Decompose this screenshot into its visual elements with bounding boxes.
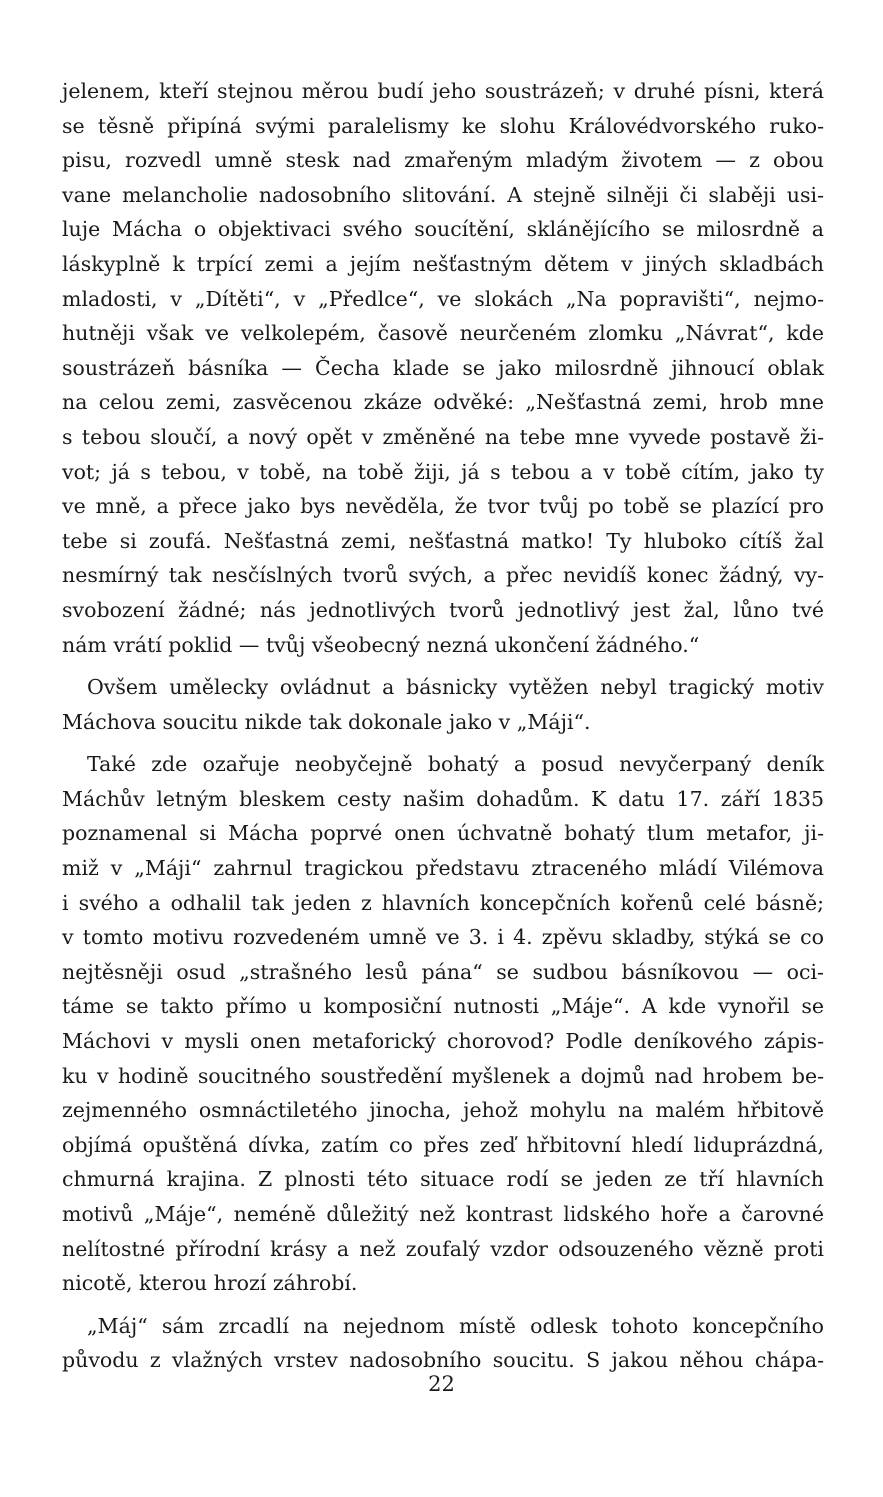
text-line: vane melancholie nadosobního slitování. A stejně silněji či slaběji usi- xyxy=(62,182,824,207)
paragraph-gap xyxy=(62,1301,824,1309)
text-line: na celou zemi, zasvěcenou zkáze odvěké: „Nešťastná zemi, hrob mne xyxy=(62,390,824,415)
text-line: jelenem, kteří stejnou měrou budí jeho soustrázeň; v druhé písni, která xyxy=(62,79,824,103)
text-line: soustrázeň básníka — Čecha klade se jako milosrdně jihnoucí oblak xyxy=(62,355,824,380)
text-line: se těsně připíná svými paralelismy ke slohu Královédvorského ruko- xyxy=(62,113,824,138)
text-line: láskyplně k trpící zemi a jejím nešťastným dětem v jiných skladbách xyxy=(62,251,824,276)
paragraph-gap xyxy=(62,662,824,670)
text-line: Máchova soucitu nikde tak dokonale jako v „Máji“. xyxy=(62,709,591,734)
text-line: nejtěsněji osud „strašného lesů pána“ se sudbou básníkovou — oci- xyxy=(62,959,824,984)
text-line: nicotě, kterou hrozí záhrobí. xyxy=(62,1271,358,1296)
text-line: svobození žádné; nás jednotlivých tvorů jednotlivý jest žal, lůno tvé xyxy=(62,597,824,622)
text-line: Ovšem umělecky ovládnut a básnicky vytěžen nebyl tragický motiv xyxy=(87,675,824,700)
page-number: 22 xyxy=(428,1372,455,1396)
text-line: i svého a odhalil tak jeden z hlavních koncepčních kořenů celé básně; xyxy=(62,890,824,915)
text-line: motivů „Máje“, neméně důležitý než kontrast lidského hoře a čarovné xyxy=(62,1202,824,1226)
paragraph xyxy=(62,747,824,1301)
text-line: poznamenal si Mácha poprvé onen úchvatně bohatý tlum metafor, ji- xyxy=(62,821,824,846)
text-line: Máchův letným bleskem cesty našim dohadům. K datu 17. září 1835 xyxy=(62,786,824,811)
text-line: nám vrátí poklid — tvůj všeobecný nezná ukončení žádného.“ xyxy=(62,632,700,657)
text-line: „Máj“ sám zrcadlí na nejednom místě odlesk tohoto koncepčního xyxy=(87,1313,824,1338)
text-line: miž v „Máji“ zahrnul tragickou představu ztraceného mládí Vilémova xyxy=(62,856,824,881)
text-line: nesmírný tak nesčíslných tvorů svých, a přec nevidíš konec žádný, vy- xyxy=(62,563,824,588)
text-line: luje Mácha o objektivaci svého soucítění, sklánějícího se milosrdně a xyxy=(62,217,824,242)
text-line: původu z vlažných vrstev nadosobního soucitu. S jakou něhou chápa- xyxy=(62,1348,824,1373)
text-line: ve mně, a přece jako bys nevěděla, že tvor tvůj po tobě se plazící pro xyxy=(62,494,824,519)
text-line: ku v hodině soucitného soustředění myšlenek a dojmů nad hrobem be- xyxy=(62,1063,824,1088)
text-line: chmurná krajina. Z plnosti této situace rodí se jeden ze tří hlavních xyxy=(62,1167,824,1192)
text-line: s tebou sloučí, a nový opět v změněné na tebe mne vyvede postavě ži- xyxy=(62,424,824,449)
text-line: vot; já s tebou, v tobě, na tobě žiji, já s tebou a v tobě cítím, jako ty xyxy=(62,459,824,484)
text-line: táme se takto přímo u komposiční nutnosti „Máje“. A kde vynořil se xyxy=(62,994,824,1019)
paragraph xyxy=(62,670,824,739)
page-body xyxy=(62,74,824,1378)
text-line: tebe si zoufá. Nešťastná zemi, nešťastná matko! Ty hluboko cítíš žal xyxy=(62,528,824,553)
paragraph xyxy=(62,1309,824,1378)
text-line: pisu, rozvedl umně stesk nad zmařeným mladým životem — z obou xyxy=(62,148,824,173)
text-line: v tomto motivu rozvedeném umně ve 3. i 4. zpěvu skladby, stýká se co xyxy=(62,925,824,950)
paragraph xyxy=(62,74,824,662)
text-line: Také zde ozařuje neobyčejně bohatý a posud nevyčerpaný deník xyxy=(87,752,824,777)
text-line: zejmenného osmnáctiletého jinocha, jehož mohylu na malém hřbitově xyxy=(62,1098,824,1123)
paragraph-gap xyxy=(62,739,824,747)
text-line: Máchovi v mysli onen metaforický chorovod? Podle deníkového zápis- xyxy=(62,1029,824,1054)
text-line: objímá opuštěná dívka, zatím co přes zeď hřbitovní hledí liduprázdná, xyxy=(62,1132,824,1157)
text-line: hutněji však ve velkolepém, časově neurčeném zlomku „Návrat“, kde xyxy=(62,321,824,346)
text-line: nelítostné přírodní krásy a než zoufalý vzdor odsouzeného vězně proti xyxy=(62,1236,824,1261)
text-line: mladosti, v „Dítěti“, v „Předlce“, ve slokách „Na popravišti“, nejmo- xyxy=(62,286,824,311)
